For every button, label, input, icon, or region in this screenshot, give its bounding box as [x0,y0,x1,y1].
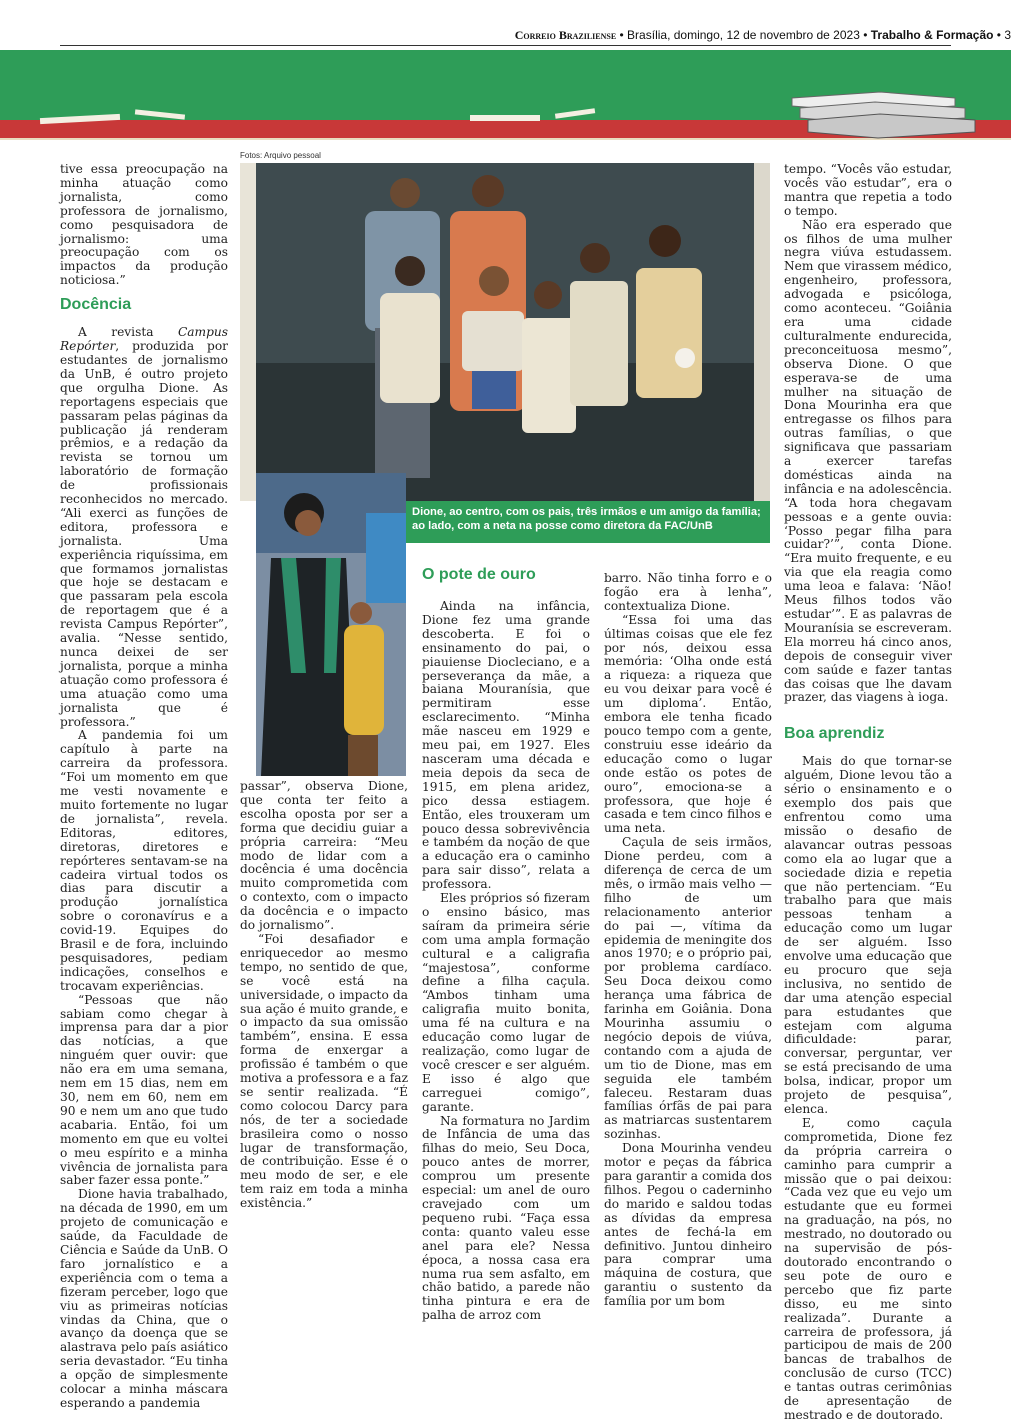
article-column-3 [422,566,590,1323]
article-column-2 [240,780,408,1211]
photo-caption: Dione, ao centro, com os pais, três irmãos e um amigo da família; ao lado, com a neta na posse como diretora da FAC/UnB [406,501,770,543]
ceremony-photo [256,473,406,776]
paragraph: “Foi desafiador e enriquecedor ao mesmo tempo, no sentido de que, se você está na universidade, o impacto da sua ação é muito grande, e o impacto da sua omissão também”, ensina. E essa forma de enxergar a profissão é também o que motiva a professora e a faz se sentir realizada. “É como colocou Darcy para nós, de ter a sociedade brasileira como o nosso lugar de transformação, de contribuição. Esse é o meu modo de ser, e ele tem raiz em toda a minha existência.” [240,931,408,1211]
subheading-boa-aprendiz: Boa aprendiz [784,725,885,743]
paragraph: Na formatura no Jardim de Infância de uma das filhas do meio, Seu Doca, pouco antes de morrer, comprou um presente especial: um anel de ouro cravejado com um pequeno rubi. “Faça essa conta: quanto valeu esse anel para ele? Nessa época, a nossa casa era numa rua sem asfalto, em chão batido, a parede não tinha pintura e era de palha de arroz com [422,1113,590,1323]
paragraph: “Essa foi uma das últimas coisas que ele fez por nós, deixou essa memória: ‘Olha onde está a riqueza: a riqueza que eu vou deixar para você é um diploma’. Então, embora ele tenha ficado pouco tempo com a gente, construiu esse ideário da educação como o lugar onde estão os potes de ouro”, emociona-se a professora, que hoje é casada e tem cinco filhos e uma neta. [604,612,772,836]
paragraph: barro. Não tinha forro e o fogão era à lenha”, contextualiza Dione. [604,571,772,613]
paragraph: “Pessoas que não sabiam como chegar à imprensa para dar a pior das notícias, a que ninguém quer ouvir: que não era em uma semana, nem em 15 dias, nem em 30, nem em 60, nem em 90 e nem um ano que tudo acabaria. Então, foi um momento em que eu voltei o meu espírito e a minha vivência de jornalista para saber fazer essa ponte.” [60,992,228,1188]
paragraph: Mais do que tornar-se alguém, Dione levou tão a sério o ensinamento e o exemplo dos pais que enfrentou como uma missão o desafio de alavancar outras pessoas como ela ao lugar que a sociedade dizia e repetia que não pertenciam. “Eu trabalho para que mais pessoas tenham a educação como um lugar de ser alguém. Isso envolve uma educação que eu procuro que seja inclusiva, no sentido de dar uma atenção especial para estudantes que estejam com alguma dificuldade: parar, conversar, perguntar, ver se está precisando de uma bolsa, indicar, propor um projeto de pesquisa”, elenca. [784,754,952,1116]
paragraph: A revista Campus Repórter, produzida por estudantes de jornalismo da UnB, é outro projeto que orgulha Dione. As reportagens especiais que passaram pelas páginas da publicação já renderam prêmios, e a redação da revista se tornou um laboratório de formação de profissionais reconhecidos no mercado. “Ali exerci as funções de editora, professora e jornalista. Uma experiência riquíssima, em que formamos jornalistas que hoje se destacam e que passaram pela escola de reportagem que é a revista Campus Repórter”, avalia. “Nesse sentido, nunca deixei de ser jornalista, porque a minha atuação como professora é uma atuação como uma jornalista que é professora.” [60,325,228,729]
subheading-pote-de-ouro: O pote de ouro [422,566,536,583]
photo-credit: Fotos: Arquivo pessoal [240,151,321,160]
page-number: • 3 [993,28,1011,42]
article-column-5 [784,163,952,1423]
paragraph: passar”, observa Dione, que conta ter feito a escolha oposta por ser a forma que decidiu guiar a própria carreira: “Meu modo de lidar com a docência é uma docência muito comprometida com o contexto, com o impacto da docência e o impacto do jornalismo”. [240,779,408,933]
publication-name: Correio Braziliense [514,28,617,42]
paragraph: tive essa preocupação na minha atuação como jornalista, como professora de jornalismo, como pesquisadora de jornalismo: uma preocupação com os impactos da produção noticiosa.” [60,162,228,288]
family-photo [240,163,770,501]
paragraph: E, como caçula comprometida, Dione fez da própria carreira o caminho para cumprir a missão que o pai deixou: “Cada vez que eu vejo um estudante que eu formei na graduação, na pós, no mestrado, no doutorado ou na supervisão de pós-doutorado encontrando o seu pote de ouro e percebo que fiz parte disso, eu me sinto realizada”. Durante a carreira de professora, já participou de mais de 200 bancas de trabalhos de conclusão de curso (TCC) e tantas outras cerimônias de apresentação de mestrado e de doutorado. [784,1115,952,1422]
paragraph: tempo. “Vocês vão estudar, vocês vão estudar”, era o mantra que repetia a todo o tempo. [784,162,952,218]
subheading-docencia: Docência [60,296,132,314]
paragraph: Não era esperado que os filhos de uma mulher negra viúva estudassem. Nem que virassem médico, engenheiro, professora, advogada e psicóloga, como aconteceu. “Goiânia era uma cidade culturalmente endurecida, preconceituosa mesmo”, observa Dione. O que esperava-se de uma mulher na situação de Dona Mourinha era que entregasse os filhos para outras famílias, o que significava que passariam a exercer tarefas domésticas ainda na infância e na adolescência. “A toda hora chegavam pessoas e a gente ouvia: ‘Posso pegar filha para cuidar?’”, conta Dione. “Era muito frequente, e eu via que ela reagia como uma leoa e falava: ‘Não! Meus filhos todos vão estudar’”. E as palavras de Mouranísia se escreveram. Ela morreu há cinco anos, depois de conseguir viver com saúde e fazer tantas das coisas que lhe davam prazer, das viagens à ioga. [784,217,952,705]
article-column-4 [604,572,772,1309]
section-banner [0,50,1011,140]
header-rule [60,45,951,46]
paragraph: Dione havia trabalhado, na década de 1990, em um projeto de comunicação e saúde, da Faculdade de Ciência e Saúde da UnB. O faro jornalístico e a experiência com o tema a fizeram perceber, logo que viu as primeiras notícias vindas da China, que o avanço da doença que se alastrava pelo país asiático seria devastador. “Eu tinha a opção de simplesmente colocar a minha máscara esperando a pandemia [60,1187,228,1410]
chalk-books-illustration [0,50,1011,140]
paragraph: Dona Mourinha vendeu motor e peças da fábrica para garantir a comida dos filhos. Pegou o caderninho do marido e saldou todas as dívidas da empresa antes de fechá-la em definitivo. Juntou dinheiro para comprar uma máquina de costura, que garantiu o sustento da família por um bom [604,1141,772,1309]
paragraph: Caçula de seis irmãos, Dione perdeu, com a diferença de cerca de um mês, o irmão mais velho — filho de um relacionamento anterior do pai —, vítima da epidemia de meningite dos anos 1970; e o próprio pai, por problema cardíaco. Seu Doca deixou como herança uma fábrica de farinha em Goiânia. Dona Mourinha assumiu o negócio depois de viúva, contando com a ajuda de um tio de Dione, mas em seguida ele também faleceu. Restaram duas famílias órfãs de pai para as matriarcas sustentarem sozinhas. [604,835,772,1142]
section-name: Trabalho & Formação [870,28,994,42]
magazine-name: Campus Repórter [60,325,228,354]
paragraph: Eles próprios só fizeram o ensino básico, mas saíram da primeira série com uma ampla formação cultural e a caligrafia “majestosa”, conforme define a filha caçula. “Ambos tinham uma caligrafia muito bonita, uma fé na cultura e na educação como lugar de realização, como lugar de você crescer e ser alguém. E isso é algo que carreguei comigo”, garante. [422,891,590,1114]
paragraph: A pandemia foi um capítulo à parte na carreira da professora. “Foi um momento em que me vesti novamente e muito fortemente no lugar de jornalista”, revela. Editoras, editores, diretoras, diretores e repórteres sentavam-se na cadeira virtual todos os dias para discutir a produção jornalística sobre o coronavírus e a covid-19. Equipes do Brasil e de fora, incluindo pesquisadores, pediam indicações, conselhos e trocavam experiências. [60,728,228,993]
article-column-1 [60,163,228,1411]
paragraph: Ainda na infância, Dione fez uma grande descoberta. E foi o ensinamento do pai, o piauiense Diocleciano, e a perseverança da mãe, a baiana Mouranísia, que permitiram esse esclarecimento. “Minha mãe nasceu em 1929 e meu pai, em 1927. Eles nasceram uma década e meia depois da seca de 1915, em plena aridez, pico dessa estiagem. Então, eles trouxeram um pouco dessa sobrevivência e também da noção de que a educação era o caminho para sair disso”, relata a professora. [422,599,590,892]
dateline: • Brasília, domingo, 12 de novembro de 2023 • [616,28,871,42]
